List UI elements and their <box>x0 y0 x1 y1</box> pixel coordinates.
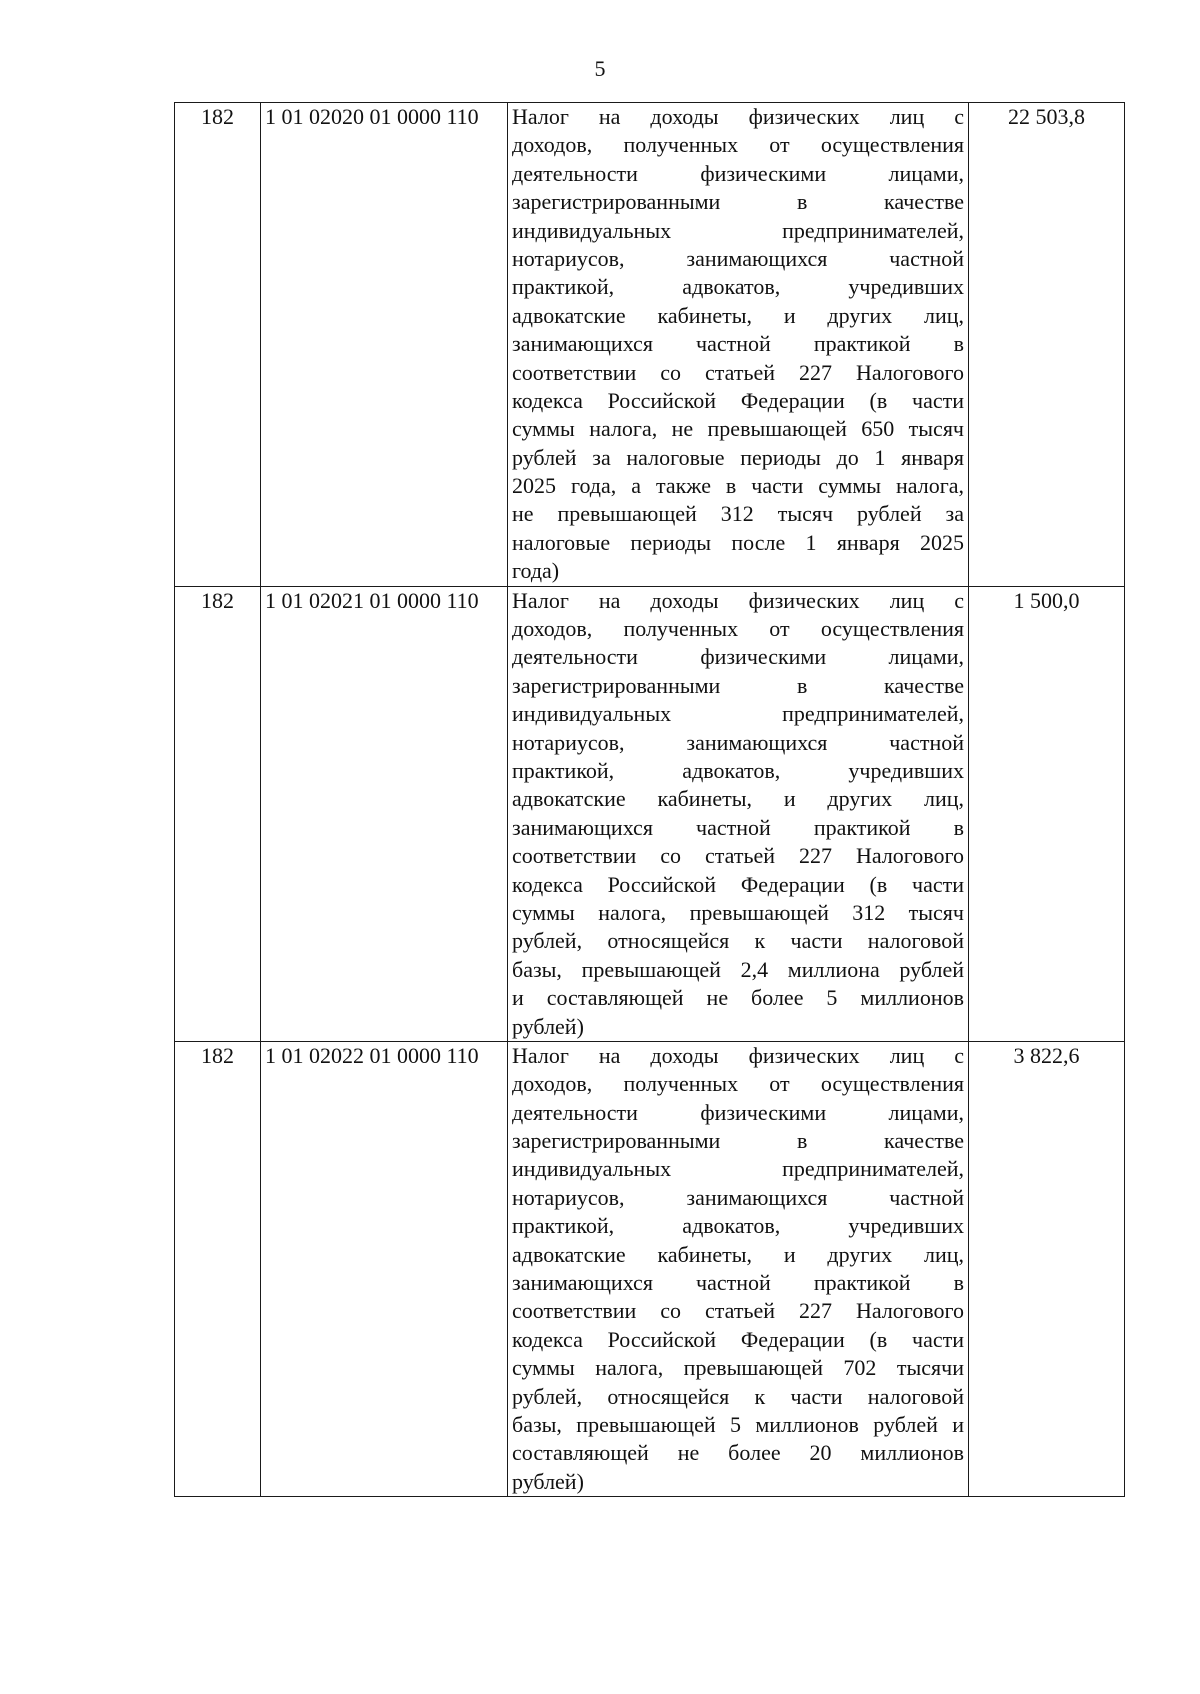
revenue-name-line: соответствии со статьей 227 Налогового <box>512 1298 964 1324</box>
revenue-name-line: и составляющей не более 5 миллионов <box>512 985 964 1011</box>
page-number: 5 <box>594 56 606 81</box>
revenue-name-line: доходов, полученных от осуществления <box>512 616 964 642</box>
revenue-name-line: практикой, адвокатов, учредивших <box>512 274 964 300</box>
revenue-name-line: нотариусов, занимающихся частной <box>512 1184 964 1210</box>
amount-cell: 22 503,8 <box>969 103 1125 587</box>
revenue-name-line: зарегистрированными в качестве <box>512 1128 964 1154</box>
revenue-name-line: кодекса Российской Федерации (в части <box>512 1326 964 1352</box>
revenue-name-line: занимающихся частной практикой в <box>512 1270 964 1296</box>
revenue-name-line: доходов, полученных от осуществления <box>512 1071 964 1097</box>
revenue-name-line: суммы налога, не превышающей 650 тысяч <box>512 416 964 442</box>
revenue-name-line: зарегистрированными в качестве <box>512 189 964 215</box>
revenue-name-line: кодекса Российской Федерации (в части <box>512 871 964 897</box>
revenue-table <box>174 102 1125 1497</box>
revenue-name-line: Налог на доходы физических лиц с <box>512 104 964 129</box>
revenue-name-line: суммы налога, превышающей 312 тысяч <box>512 899 964 925</box>
revenue-name-line: практикой, адвокатов, учредивших <box>512 757 964 783</box>
revenue-name-line: 2025 года, а также в части суммы налога, <box>512 473 964 499</box>
revenue-name-line: базы, превышающей 5 миллионов рублей и <box>512 1411 964 1437</box>
table-row <box>175 103 1125 587</box>
revenue-name-line: практикой, адвокатов, учредивших <box>512 1213 964 1239</box>
amount-cell: 3 822,6 <box>969 1041 1125 1496</box>
revenue-name-line: налоговые периоды после 1 января 2025 <box>512 529 964 555</box>
amount-cell: 1 500,0 <box>969 586 1125 1041</box>
revenue-name-line: рублей, относящейся к части налоговой <box>512 1383 964 1409</box>
revenue-name-line: Налог на доходы физических лиц с <box>512 587 964 613</box>
revenue-name-line: деятельности физическими лицами, <box>512 1099 964 1125</box>
admin-code-cell: 182 <box>175 586 261 1041</box>
revenue-name-line: деятельности физическими лицами, <box>512 160 964 186</box>
revenue-name-line: индивидуальных предпринимателей, <box>512 1156 964 1182</box>
revenue-name-line: адвокатские кабинеты, и других лиц, <box>512 786 964 812</box>
revenue-name-line: базы, превышающей 2,4 миллиона рублей <box>512 956 964 982</box>
revenue-name-line: соответствии со статьей 227 Налогового <box>512 843 964 869</box>
revenue-name-line: кодекса Российской Федерации (в части <box>512 387 964 413</box>
revenue-name-line: не превышающей 312 тысяч рублей за <box>512 501 964 527</box>
revenue-name-line: рублей за налоговые периоды до 1 января <box>512 444 964 470</box>
revenue-name-line: нотариусов, занимающихся частной <box>512 729 964 755</box>
revenue-name-line: занимающихся частной практикой в <box>512 331 964 357</box>
revenue-name-cell <box>508 586 969 1041</box>
admin-code-cell: 182 <box>175 1041 261 1496</box>
revenue-name-line: индивидуальных предпринимателей, <box>512 217 964 243</box>
revenue-name-line: рублей, относящейся к части налоговой <box>512 928 964 954</box>
revenue-name-line: суммы налога, превышающей 702 тысячи <box>512 1355 964 1381</box>
revenue-name-line: индивидуальных предпринимателей, <box>512 701 964 727</box>
admin-code-cell: 182 <box>175 103 261 587</box>
table-row <box>175 586 1125 1041</box>
revenue-name-line: составляющей не более 20 миллионов <box>512 1440 964 1466</box>
revenue-name-line: адвокатские кабинеты, и других лиц, <box>512 1241 964 1267</box>
table-row <box>175 1041 1125 1496</box>
budget-code-cell: 1 01 02020 01 0000 110 <box>261 103 508 587</box>
revenue-name-line: зарегистрированными в качестве <box>512 672 964 698</box>
revenue-name-cell <box>508 103 969 587</box>
revenue-name-line: нотариусов, занимающихся частной <box>512 245 964 271</box>
revenue-name-line: года) <box>512 558 560 584</box>
revenue-name-line: занимающихся частной практикой в <box>512 814 964 840</box>
revenue-name-line: доходов, полученных от осуществления <box>512 132 964 158</box>
revenue-name-line: рублей) <box>512 1468 584 1494</box>
revenue-name-line: соответствии со статьей 227 Налогового <box>512 359 964 385</box>
table-body <box>175 103 1125 1497</box>
revenue-name-cell <box>508 1041 969 1496</box>
revenue-name-line: адвокатские кабинеты, и других лиц, <box>512 302 964 328</box>
budget-code-cell: 1 01 02021 01 0000 110 <box>261 586 508 1041</box>
revenue-name-line: рублей) <box>512 1013 584 1039</box>
budget-code-cell: 1 01 02022 01 0000 110 <box>261 1041 508 1496</box>
revenue-name-line: деятельности физическими лицами, <box>512 644 964 670</box>
revenue-name-line: Налог на доходы физических лиц с <box>512 1042 964 1068</box>
